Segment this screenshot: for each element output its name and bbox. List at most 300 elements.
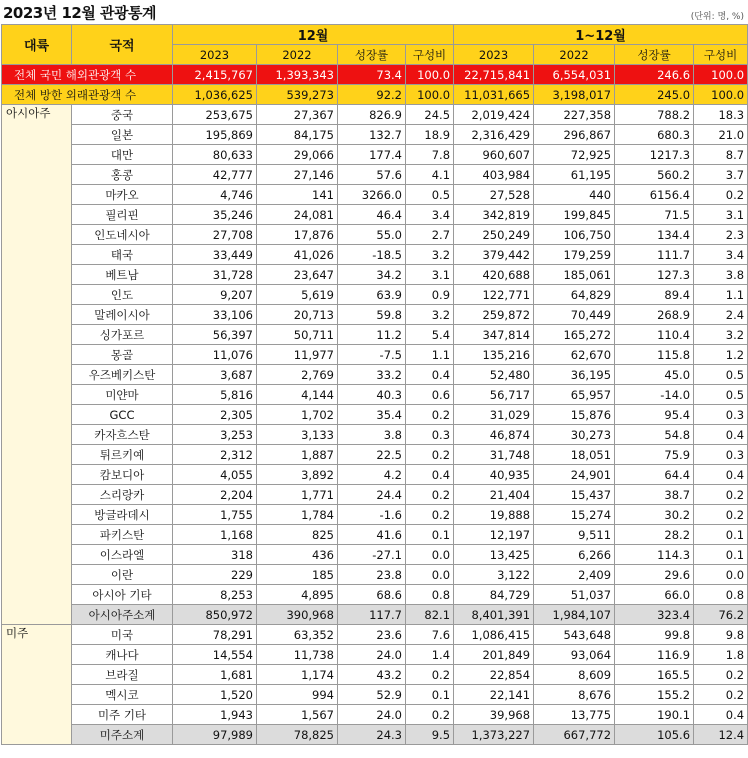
value-cell: 1217.3 (615, 145, 694, 165)
table-row (2, 345, 748, 365)
value-cell: 12,197 (454, 525, 534, 545)
value-cell: 0.2 (694, 685, 748, 705)
value-cell: 20,713 (257, 305, 338, 325)
value-cell: 245.0 (615, 85, 694, 105)
value-cell: 23.8 (338, 565, 406, 585)
value-cell: 1,174 (257, 665, 338, 685)
value-cell: 82.1 (406, 605, 454, 625)
value-cell: 22,715,841 (454, 65, 534, 85)
value-cell: 105.6 (615, 725, 694, 745)
value-cell: 57.6 (338, 165, 406, 185)
value-cell: 15,876 (534, 405, 615, 425)
value-cell: 199,845 (534, 205, 615, 225)
value-cell: 1.8 (694, 645, 748, 665)
value-cell: 8,253 (173, 585, 257, 605)
value-cell: 2,415,767 (173, 65, 257, 85)
value-cell: 268.9 (615, 305, 694, 325)
table-row (2, 485, 748, 505)
subtotal-row (2, 725, 748, 745)
value-cell: 229 (173, 565, 257, 585)
value-cell: 0.4 (406, 365, 454, 385)
region-label: 미주 (2, 625, 72, 745)
value-cell: 66.0 (615, 585, 694, 605)
value-cell: 1,771 (257, 485, 338, 505)
value-cell: 4,144 (257, 385, 338, 405)
header-col: 2022 (534, 45, 615, 65)
value-cell: 1,168 (173, 525, 257, 545)
value-cell: 0.8 (406, 585, 454, 605)
country-name: 카자흐스탄 (72, 425, 173, 445)
country-name: 몽골 (72, 345, 173, 365)
header-col: 성장률 (615, 45, 694, 65)
value-cell: 0.1 (406, 525, 454, 545)
value-cell: 39,968 (454, 705, 534, 725)
value-cell: 122,771 (454, 285, 534, 305)
total-row (2, 85, 748, 105)
header-col: 2023 (173, 45, 257, 65)
value-cell: 403,984 (454, 165, 534, 185)
table-row (2, 525, 748, 545)
value-cell: 92.2 (338, 85, 406, 105)
value-cell: 3.1 (694, 205, 748, 225)
country-name: 이스라엘 (72, 545, 173, 565)
value-cell: 0.3 (694, 405, 748, 425)
value-cell: 1.1 (406, 345, 454, 365)
value-cell: -18.5 (338, 245, 406, 265)
value-cell: 179,259 (534, 245, 615, 265)
value-cell: 177.4 (338, 145, 406, 165)
value-cell: 70,449 (534, 305, 615, 325)
subtotal-label: 아시아주소계 (72, 605, 173, 625)
value-cell: 95.4 (615, 405, 694, 425)
value-cell: -27.1 (338, 545, 406, 565)
value-cell: 30,273 (534, 425, 615, 445)
value-cell: 0.2 (406, 505, 454, 525)
value-cell: 4,746 (173, 185, 257, 205)
value-cell: 13,425 (454, 545, 534, 565)
value-cell: 4.2 (338, 465, 406, 485)
country-name: 태국 (72, 245, 173, 265)
value-cell: 246.6 (615, 65, 694, 85)
value-cell: 165,272 (534, 325, 615, 345)
value-cell: 24.4 (338, 485, 406, 505)
value-cell: 0.0 (694, 565, 748, 585)
value-cell: 1,984,107 (534, 605, 615, 625)
value-cell: 0.5 (694, 365, 748, 385)
value-cell: -1.6 (338, 505, 406, 525)
value-cell: 100.0 (406, 85, 454, 105)
table-row (2, 505, 748, 525)
country-name: 일본 (72, 125, 173, 145)
value-cell: 201,849 (454, 645, 534, 665)
header-row-1 (2, 25, 748, 45)
value-cell: 0.4 (406, 465, 454, 485)
value-cell: 15,437 (534, 485, 615, 505)
subtotal-row (2, 605, 748, 625)
value-cell: 33.2 (338, 365, 406, 385)
value-cell: 50,711 (257, 325, 338, 345)
value-cell: 185 (257, 565, 338, 585)
table-row (2, 305, 748, 325)
value-cell: 41.6 (338, 525, 406, 545)
table-body (2, 65, 748, 745)
value-cell: 6,554,031 (534, 65, 615, 85)
value-cell: 1,681 (173, 665, 257, 685)
value-cell: 9,511 (534, 525, 615, 545)
value-cell: 8.7 (694, 145, 748, 165)
value-cell: 29.6 (615, 565, 694, 585)
value-cell: 5,816 (173, 385, 257, 405)
value-cell: 27,146 (257, 165, 338, 185)
header-group-december: 12월 (173, 25, 454, 45)
value-cell: 24.0 (338, 705, 406, 725)
value-cell: 75.9 (615, 445, 694, 465)
value-cell: 543,648 (534, 625, 615, 645)
value-cell: 31,029 (454, 405, 534, 425)
value-cell: 342,819 (454, 205, 534, 225)
value-cell: 0.1 (406, 685, 454, 705)
value-cell: 46.4 (338, 205, 406, 225)
value-cell: 45.0 (615, 365, 694, 385)
value-cell: 84,729 (454, 585, 534, 605)
value-cell: 960,607 (454, 145, 534, 165)
value-cell: 667,772 (534, 725, 615, 745)
value-cell: 65,957 (534, 385, 615, 405)
value-cell: 2.3 (694, 225, 748, 245)
value-cell: 1,943 (173, 705, 257, 725)
table-row (2, 565, 748, 585)
value-cell: 11,738 (257, 645, 338, 665)
header-col: 2022 (257, 45, 338, 65)
value-cell: 78,291 (173, 625, 257, 645)
value-cell: 1,887 (257, 445, 338, 465)
value-cell: 13,775 (534, 705, 615, 725)
value-cell: 127.3 (615, 265, 694, 285)
country-name: 방글라데시 (72, 505, 173, 525)
value-cell: 6156.4 (615, 185, 694, 205)
value-cell: 5.4 (406, 325, 454, 345)
value-cell: 73.4 (338, 65, 406, 85)
value-cell: 2,019,424 (454, 105, 534, 125)
value-cell: 8,401,391 (454, 605, 534, 625)
value-cell: 379,442 (454, 245, 534, 265)
table-row (2, 625, 748, 645)
value-cell: 110.4 (615, 325, 694, 345)
value-cell: 0.4 (694, 425, 748, 445)
value-cell: 93,064 (534, 645, 615, 665)
value-cell: 195,869 (173, 125, 257, 145)
value-cell: 72,925 (534, 145, 615, 165)
value-cell: 135,216 (454, 345, 534, 365)
header-group-ytd: 1~12월 (454, 25, 748, 45)
value-cell: 0.2 (406, 405, 454, 425)
value-cell: 106,750 (534, 225, 615, 245)
table-row (2, 125, 748, 145)
value-cell: 1,755 (173, 505, 257, 525)
value-cell: 100.0 (694, 65, 748, 85)
country-name: 이란 (72, 565, 173, 585)
value-cell: 4,055 (173, 465, 257, 485)
country-name: 우즈베키스탄 (72, 365, 173, 385)
value-cell: 3.8 (694, 265, 748, 285)
value-cell: 89.4 (615, 285, 694, 305)
value-cell: 21.0 (694, 125, 748, 145)
value-cell: 259,872 (454, 305, 534, 325)
value-cell: 9.5 (406, 725, 454, 745)
value-cell: 40.3 (338, 385, 406, 405)
value-cell: 2,204 (173, 485, 257, 505)
table-row (2, 465, 748, 485)
country-name: 마카오 (72, 185, 173, 205)
value-cell: 43.2 (338, 665, 406, 685)
value-cell: 0.2 (694, 665, 748, 685)
value-cell: 3.2 (406, 305, 454, 325)
table-row (2, 545, 748, 565)
table-row (2, 425, 748, 445)
value-cell: 97,989 (173, 725, 257, 745)
table-row (2, 445, 748, 465)
table-row (2, 405, 748, 425)
value-cell: 22,141 (454, 685, 534, 705)
value-cell: 4,895 (257, 585, 338, 605)
value-cell: 0.1 (694, 545, 748, 565)
value-cell: 76.2 (694, 605, 748, 625)
value-cell: 134.4 (615, 225, 694, 245)
country-name: 미주 기타 (72, 705, 173, 725)
value-cell: 63,352 (257, 625, 338, 645)
table-row (2, 585, 748, 605)
table-row (2, 145, 748, 165)
tourism-stats-table (1, 24, 748, 745)
country-name: 캐나다 (72, 645, 173, 665)
country-name: GCC (72, 405, 173, 425)
value-cell: 11,977 (257, 345, 338, 365)
value-cell: 71.5 (615, 205, 694, 225)
value-cell: 132.7 (338, 125, 406, 145)
title-bar (0, 0, 748, 24)
country-name: 스리랑카 (72, 485, 173, 505)
value-cell: 0.5 (694, 385, 748, 405)
value-cell: 56,397 (173, 325, 257, 345)
value-cell: 3.2 (694, 325, 748, 345)
value-cell: 1,702 (257, 405, 338, 425)
value-cell: 30.2 (615, 505, 694, 525)
value-cell: 227,358 (534, 105, 615, 125)
table-row (2, 385, 748, 405)
value-cell: 84,175 (257, 125, 338, 145)
value-cell: 22.5 (338, 445, 406, 465)
value-cell: 64.4 (615, 465, 694, 485)
value-cell: 0.0 (406, 565, 454, 585)
value-cell: 99.8 (615, 625, 694, 645)
value-cell: 250,249 (454, 225, 534, 245)
country-name: 대만 (72, 145, 173, 165)
value-cell: 539,273 (257, 85, 338, 105)
header-region: 대륙 (2, 25, 72, 65)
header-col: 구성비 (406, 45, 454, 65)
value-cell: 0.3 (406, 425, 454, 445)
value-cell: 111.7 (615, 245, 694, 265)
table-row (2, 265, 748, 285)
value-cell: 41,026 (257, 245, 338, 265)
country-name: 인도네시아 (72, 225, 173, 245)
value-cell: 52.9 (338, 685, 406, 705)
value-cell: 0.2 (694, 485, 748, 505)
value-cell: 2,409 (534, 565, 615, 585)
table-row (2, 245, 748, 265)
value-cell: 22,854 (454, 665, 534, 685)
value-cell: 115.8 (615, 345, 694, 365)
country-name: 튀르키예 (72, 445, 173, 465)
value-cell: 7.6 (406, 625, 454, 645)
value-cell: 0.2 (406, 485, 454, 505)
value-cell: 33,449 (173, 245, 257, 265)
value-cell: 1,086,415 (454, 625, 534, 645)
country-name: 브라질 (72, 665, 173, 685)
table-row (2, 105, 748, 125)
value-cell: 24.0 (338, 645, 406, 665)
value-cell: 68.6 (338, 585, 406, 605)
value-cell: 29,066 (257, 145, 338, 165)
table-row (2, 325, 748, 345)
country-name: 싱가포르 (72, 325, 173, 345)
region-label: 아시아주 (2, 105, 72, 625)
value-cell: 23.6 (338, 625, 406, 645)
value-cell: 296,867 (534, 125, 615, 145)
value-cell: 185,061 (534, 265, 615, 285)
value-cell: 850,972 (173, 605, 257, 625)
table-row (2, 665, 748, 685)
value-cell: 59.8 (338, 305, 406, 325)
value-cell: 1.1 (694, 285, 748, 305)
table-row (2, 645, 748, 665)
value-cell: 165.5 (615, 665, 694, 685)
value-cell: 0.2 (406, 445, 454, 465)
value-cell: 3.8 (338, 425, 406, 445)
value-cell: 62,670 (534, 345, 615, 365)
value-cell: 560.2 (615, 165, 694, 185)
country-name: 캄보디아 (72, 465, 173, 485)
value-cell: 100.0 (694, 85, 748, 105)
value-cell: 54.8 (615, 425, 694, 445)
value-cell: 24,901 (534, 465, 615, 485)
value-cell: 788.2 (615, 105, 694, 125)
value-cell: 46,874 (454, 425, 534, 445)
value-cell: 0.2 (406, 665, 454, 685)
value-cell: 420,688 (454, 265, 534, 285)
value-cell: 0.4 (694, 705, 748, 725)
value-cell: 64,829 (534, 285, 615, 305)
value-cell: 1,373,227 (454, 725, 534, 745)
value-cell: 27,708 (173, 225, 257, 245)
value-cell: 24,081 (257, 205, 338, 225)
value-cell: 994 (257, 685, 338, 705)
subtotal-label: 미주소계 (72, 725, 173, 745)
value-cell: 440 (534, 185, 615, 205)
value-cell: 390,968 (257, 605, 338, 625)
value-cell: 28.2 (615, 525, 694, 545)
value-cell: 35.4 (338, 405, 406, 425)
country-name: 필리핀 (72, 205, 173, 225)
value-cell: 100.0 (406, 65, 454, 85)
value-cell: 8,609 (534, 665, 615, 685)
value-cell: 253,675 (173, 105, 257, 125)
value-cell: 3266.0 (338, 185, 406, 205)
header-country: 국적 (72, 25, 173, 65)
value-cell: 36,195 (534, 365, 615, 385)
table-row (2, 185, 748, 205)
value-cell: 3,687 (173, 365, 257, 385)
value-cell: 31,728 (173, 265, 257, 285)
total-label: 전체 방한 외래관광객 수 (2, 85, 173, 105)
country-name: 파키스탄 (72, 525, 173, 545)
value-cell: 14,554 (173, 645, 257, 665)
value-cell: 0.0 (406, 545, 454, 565)
value-cell: 9.8 (694, 625, 748, 645)
table-row (2, 285, 748, 305)
value-cell: 8,676 (534, 685, 615, 705)
value-cell: 21,404 (454, 485, 534, 505)
value-cell: 35,246 (173, 205, 257, 225)
header-col: 성장률 (338, 45, 406, 65)
value-cell: 1,567 (257, 705, 338, 725)
value-cell: 0.1 (694, 525, 748, 545)
value-cell: 52,480 (454, 365, 534, 385)
value-cell: 31,748 (454, 445, 534, 465)
value-cell: 1.2 (694, 345, 748, 365)
table-row (2, 685, 748, 705)
value-cell: 1,036,625 (173, 85, 257, 105)
header-col: 구성비 (694, 45, 748, 65)
value-cell: 38.7 (615, 485, 694, 505)
value-cell: 11,031,665 (454, 85, 534, 105)
value-cell: 80,633 (173, 145, 257, 165)
value-cell: 12.4 (694, 725, 748, 745)
value-cell: 3.7 (694, 165, 748, 185)
value-cell: 24.5 (406, 105, 454, 125)
country-name: 홍콩 (72, 165, 173, 185)
value-cell: 3,892 (257, 465, 338, 485)
value-cell: 825 (257, 525, 338, 545)
value-cell: 11.2 (338, 325, 406, 345)
value-cell: 1,784 (257, 505, 338, 525)
table-row (2, 165, 748, 185)
value-cell: 34.2 (338, 265, 406, 285)
value-cell: 33,106 (173, 305, 257, 325)
country-name: 베트남 (72, 265, 173, 285)
unit-label: (단위: 명, %) (690, 12, 744, 22)
value-cell: 40,935 (454, 465, 534, 485)
value-cell: 2,316,429 (454, 125, 534, 145)
value-cell: 27,367 (257, 105, 338, 125)
value-cell: 24.3 (338, 725, 406, 745)
table-row (2, 705, 748, 725)
value-cell: 2,312 (173, 445, 257, 465)
value-cell: 1,393,343 (257, 65, 338, 85)
value-cell: 0.5 (406, 185, 454, 205)
value-cell: 2.7 (406, 225, 454, 245)
value-cell: 6,266 (534, 545, 615, 565)
value-cell: 0.2 (694, 505, 748, 525)
value-cell: 2,305 (173, 405, 257, 425)
value-cell: 347,814 (454, 325, 534, 345)
value-cell: 23,647 (257, 265, 338, 285)
value-cell: 3,133 (257, 425, 338, 445)
value-cell: 2,769 (257, 365, 338, 385)
value-cell: 436 (257, 545, 338, 565)
value-cell: 190.1 (615, 705, 694, 725)
value-cell: 55.0 (338, 225, 406, 245)
